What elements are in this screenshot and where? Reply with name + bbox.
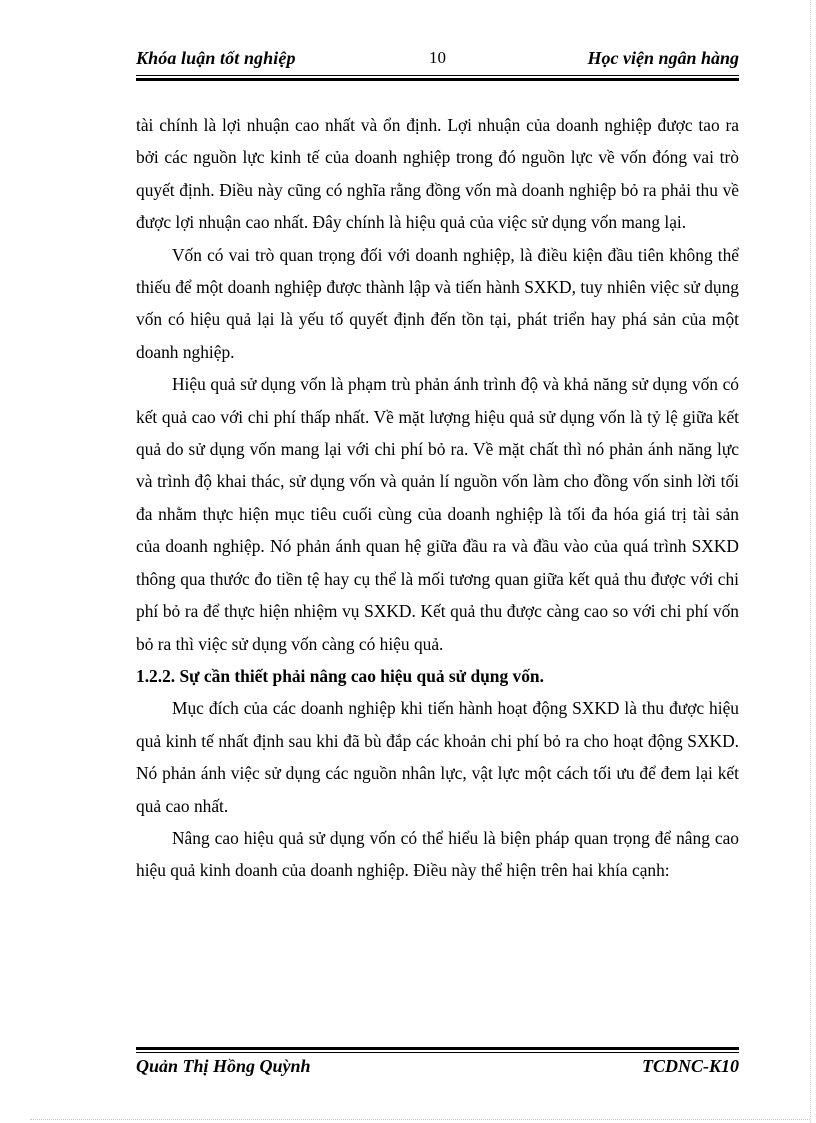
header-institution: Học viện ngân hàng xyxy=(587,48,739,68)
header-rule-thin xyxy=(136,75,739,76)
footer-author: Quản Thị Hồng Quỳnh xyxy=(136,1056,311,1076)
paragraph: Nâng cao hiệu quả sử dụng vốn có thể hiểu là biện pháp quan trọng để nâng cao hiệu quả kinh doanh của doanh nghiệp. Điều này thể hiện trên hai khía cạnh: xyxy=(136,827,739,881)
footer-rule-thin xyxy=(136,1052,739,1053)
page-edge-bottom xyxy=(30,1119,810,1120)
paragraph: Hiệu quả sử dụng vốn là phạm trù phản ánh trình độ và khả năng sử dụng vốn có kết quả cao với chi phí thấp nhất. Về mặt lượng hiệu quả sử dụng vốn là tỷ lệ giữa kết quả do sử dụng vốn mang lại với chi phí bỏ ra. Về mặt chất thì nó phản ánh năng lực và trình độ khai thác, sử dụng vốn và quản lí nguồn vốn làm cho đồng vốn sinh lời tối đa nhằm thực hiện mục tiêu cuối cùng của doanh nghiệp là tối đa hóa giá trị tài sản của doanh nghiệp. Nó phản ánh quan hệ giữa đầu ra và đầu vào của quá trình SXKD thông qua thước đo tiền tệ hay cụ thể là mối tương quan giữa kết quả thu được với chi phí bỏ ra để thực hiện nhiệm vụ SXKD. Kết quả thu được càng cao so với chi phí vốn bỏ ra thì việc sử dụng vốn càng có hiệu quả. xyxy=(136,374,739,654)
section-heading: 1.2.2. Sự cần thiết phải nâng cao hiệu quả sử dụng vốn. xyxy=(136,665,544,686)
footer-class-code: TCDNC-K10 xyxy=(641,1056,739,1076)
footer-rule-thick xyxy=(136,1047,739,1050)
page-edge-right xyxy=(810,0,811,1123)
paragraph: Mục đích của các doanh nghiệp khi tiến hành hoạt động SXKD là thu được hiệu quả kinh tế nhất định sau khi đã bù đắp các khoản chi phí bỏ ra cho hoạt động SXKD. Nó phản ánh việc sử dụng các nguồn nhân lực, vật lực một cách tối ưu để đem lại kết quả cao nhất. xyxy=(136,698,739,816)
header-thesis-title: Khóa luận tốt nghiệp xyxy=(136,48,296,68)
page-header xyxy=(136,46,739,74)
header-rule-thick xyxy=(136,78,739,81)
body-text xyxy=(136,109,739,887)
page-footer xyxy=(136,1056,739,1082)
paragraph-continuation: tài chính là lợi nhuận cao nhất và ổn định. Lợi nhuận của doanh nghiệp được tao ra bởi các nguồn lực kinh tế của doanh nghiệp trong đó nguồn lực về vốn đóng vai trò quyết định. Điều này cũng có nghĩa rằng đồng vốn mà doanh nghiệp bỏ ra phải thu về được lợi nhuận cao nhất. Đây chính là hiệu quả của việc sử dụng vốn mang lại. xyxy=(136,115,739,233)
paragraph: Vốn có vai trò quan trọng đối với doanh nghiệp, là điều kiện đầu tiên không thể thiếu để một doanh nghiệp được thành lập và tiến hành SXKD, tuy nhiên việc sử dụng vốn có hiệu quả lại là yếu tố quyết định đến tồn tại, phát triển hay phá sản của một doanh nghiệp. xyxy=(136,244,739,362)
page-number: 10 xyxy=(429,48,446,67)
